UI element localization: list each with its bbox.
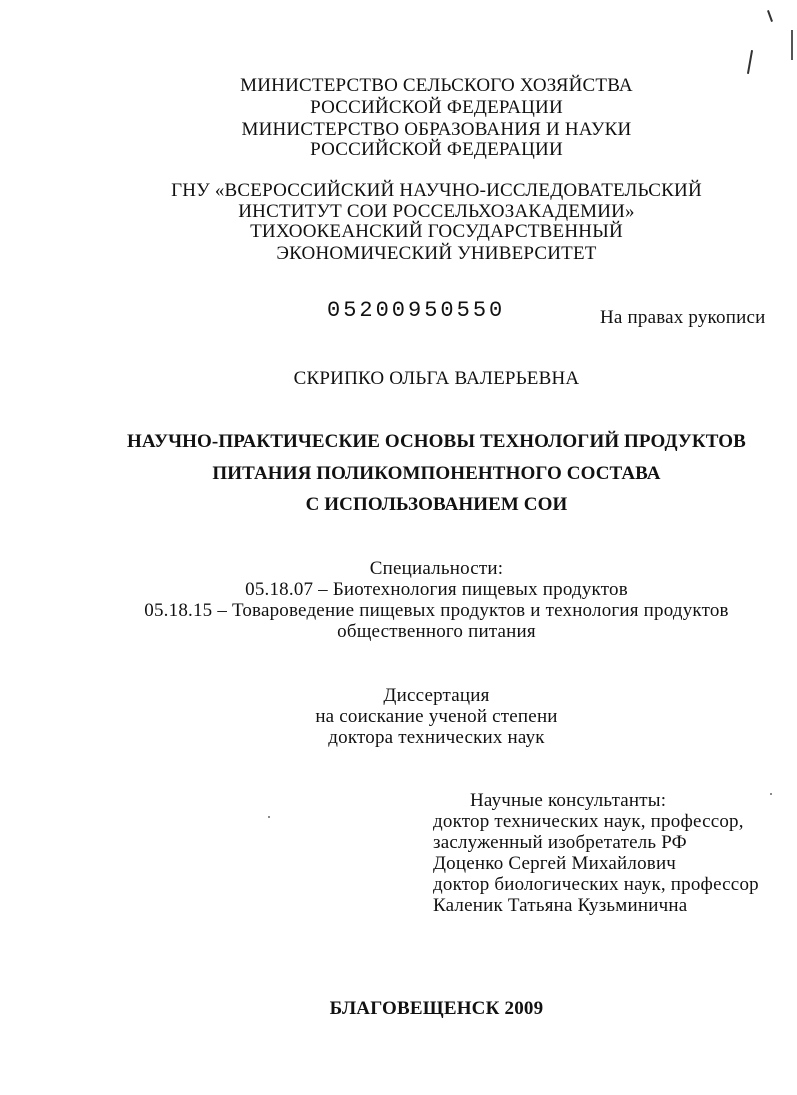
consultant-line-3: Доценко Сергей Михайлович — [433, 853, 677, 874]
specialty-item-2: 05.18.15 – Товароведение пищевых продуктов и технология продуктов — [144, 600, 729, 621]
dissertation-title-line-1: НАУЧНО-ПРАКТИЧЕСКИЕ ОСНОВЫ ТЕХНОЛОГИЙ ПРОДУКТОВ — [127, 431, 746, 452]
ministry-line-1: МИНИСТЕРСТВО СЕЛЬСКОГО ХОЗЯЙСТВА — [240, 75, 633, 96]
manuscript-rights: На правах рукописи — [600, 307, 766, 328]
scan-dot-1 — [268, 816, 270, 818]
scan-mark-stroke — [747, 50, 753, 74]
institution-line-3: ТИХООКЕАНСКИЙ ГОСУДАРСТВЕННЫЙ — [250, 221, 623, 242]
institution-line-4: ЭКОНОМИЧЕСКИЙ УНИВЕРСИТЕТ — [276, 243, 597, 264]
degree-line-1: на соискание ученой степени — [315, 706, 558, 727]
consultant-line-2: заслуженный изобретатель РФ — [433, 832, 687, 853]
specialty-item-1: 05.18.07 – Биотехнология пищевых продуктов — [245, 579, 628, 600]
scan-dot-2 — [770, 793, 772, 795]
scan-mark-edge — [791, 30, 793, 60]
specialties-heading: Специальности: — [369, 558, 504, 579]
dissertation-label: Диссертация — [383, 685, 490, 706]
specialty-item-3: общественного питания — [337, 621, 536, 642]
consultant-line-4: доктор биологических наук, профессор — [433, 874, 759, 895]
consultants-heading: Научные консультанты: — [470, 790, 667, 811]
consultant-line-1: доктор технических наук, профессор, — [433, 811, 744, 832]
city-year: БЛАГОВЕЩЕНСК 2009 — [329, 998, 544, 1019]
author-name: СКРИПКО ОЛЬГА ВАЛЕРЬЕВНА — [293, 368, 580, 389]
dissertation-title-line-3: С ИСПОЛЬЗОВАНИЕМ СОИ — [305, 494, 568, 515]
degree-line-2: доктора технических наук — [328, 727, 545, 748]
dissertation-title-line-2: ПИТАНИЯ ПОЛИКОМПОНЕНТНОГО СОСТАВА — [212, 463, 661, 484]
institution-line-2: ИНСТИТУТ СОИ РОССЕЛЬХОЗАКАДЕМИИ» — [238, 201, 635, 222]
ministry-line-3: МИНИСТЕРСТВО ОБРАЗОВАНИЯ И НАУКИ — [241, 119, 632, 140]
registration-number: 05200950550 — [327, 298, 506, 323]
consultant-line-5: Каленик Татьяна Кузьминична — [433, 895, 688, 916]
ministry-line-2: РОССИЙСКОЙ ФЕДЕРАЦИИ — [310, 97, 563, 118]
scan-mark-top-right — [767, 10, 773, 22]
institution-line-1: ГНУ «ВСЕРОССИЙСКИЙ НАУЧНО-ИССЛЕДОВАТЕЛЬСКИЙ — [171, 180, 702, 201]
ministry-line-4: РОССИЙСКОЙ ФЕДЕРАЦИИ — [310, 139, 563, 160]
